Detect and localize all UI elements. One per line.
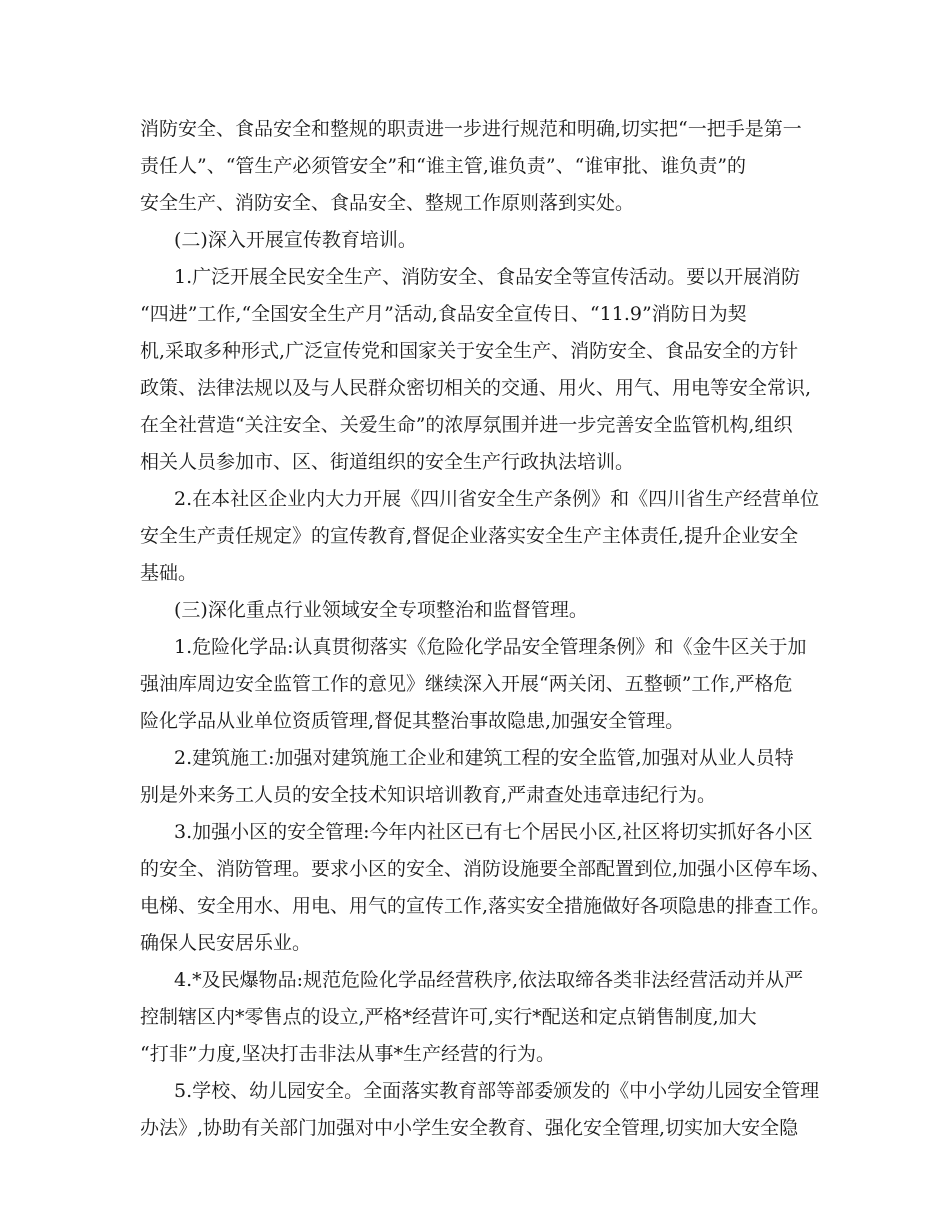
text-line: 机,采取多种形式,广泛宣传党和国家关于安全生产、消防安全、食品安全的方针	[140, 340, 799, 362]
section-heading: (三)深化重点行业领域安全专项整治和监督管理。	[174, 599, 588, 621]
text-line: 险化学品从业单位资质管理,督促其整治事故隐患,加强安全管理。	[140, 710, 685, 732]
paragraph-start: 2.在本社区企业内大力开展《四川省安全生产条例》和《四川省生产经营单位	[174, 488, 820, 510]
text-line: 责任人”、“管生产必须管安全”和“谁主管,谁负责”、“谁审批、谁负责”的	[140, 155, 747, 177]
paragraph-start: 2.建筑施工:加强对建筑施工企业和建筑工程的安全监管,加强对从业人员特	[174, 747, 794, 769]
section-heading: (二)深入开展宣传教育培训。	[174, 229, 417, 251]
paragraph-start: 1.广泛开展全民安全生产、消防安全、食品安全等宣传活动。要以开展消防	[174, 266, 801, 288]
text-line: 强油库周边安全监管工作的意见》继续深入开展“两关闭、五整顿”工作,严格危	[140, 673, 793, 695]
text-line: 安全生产、消防安全、食品安全、整规工作原则落到实处。	[140, 192, 635, 214]
paragraph-start: 5.学校、幼儿园安全。全面落实教育部等部委颁发的《中小学幼儿园安全管理	[174, 1080, 820, 1102]
text-line: 办法》,协助有关部门加强对中小学生安全教育、强化安全管理,切实加大安全隐	[140, 1117, 799, 1139]
paragraph-start: 1.危险化学品:认真贯彻落实《危险化学品安全管理条例》和《金牛区关于加	[174, 636, 807, 658]
text-line: 电梯、安全用水、用电、用气的宣传工作,落实安全措施做好各项隐患的排查工作。	[140, 895, 831, 917]
text-line: 的安全、消防管理。要求小区的安全、消防设施要全部配置到位,加强小区停车场、	[140, 858, 831, 880]
text-line: 政策、法律法规以及与人民群众密切相关的交通、用火、用气、用电等安全常识,	[140, 377, 812, 399]
paragraph-start: 3.加强小区的安全管理:今年内社区已有七个居民小区,社区将切实抓好各小区	[174, 821, 813, 843]
text-line: 安全生产责任规定》的宣传教育,督促企业落实安全生产主体责任,提升企业安全	[140, 525, 799, 547]
text-line: 确保人民安居乐业。	[140, 932, 312, 954]
text-line: 控制辖区内*零售点的设立,严格*经营许可,实行*配送和定点销售制度,加大	[140, 1006, 757, 1028]
text-line: 别是外来务工人员的安全技术知识培训教育,严肃查处违章违纪行为。	[140, 784, 717, 806]
text-line: “打非”力度,坚决打击非法从事*生产经营的行为。	[140, 1043, 555, 1065]
text-line: 基础。	[140, 562, 198, 584]
text-line: “四进”工作,“全国安全生产月”活动,食品安全宣传日、“11.9”消防日为契	[140, 303, 747, 325]
text-line: 在全社营造“关注安全、关爱生命”的浓厚氛围并进一步完善安全监管机构,组织	[140, 414, 793, 436]
text-line: 相关人员参加市、区、街道组织的安全生产行政执法培训。	[140, 451, 635, 473]
paragraph-start: 4.*及民爆物品:规范危险化学品经营秩序,依法取缔各类非法经营活动并从严	[174, 969, 804, 991]
text-line: 消防安全、食品安全和整规的职责进一步进行规范和明确,切实把“一把手是第一	[140, 118, 802, 140]
